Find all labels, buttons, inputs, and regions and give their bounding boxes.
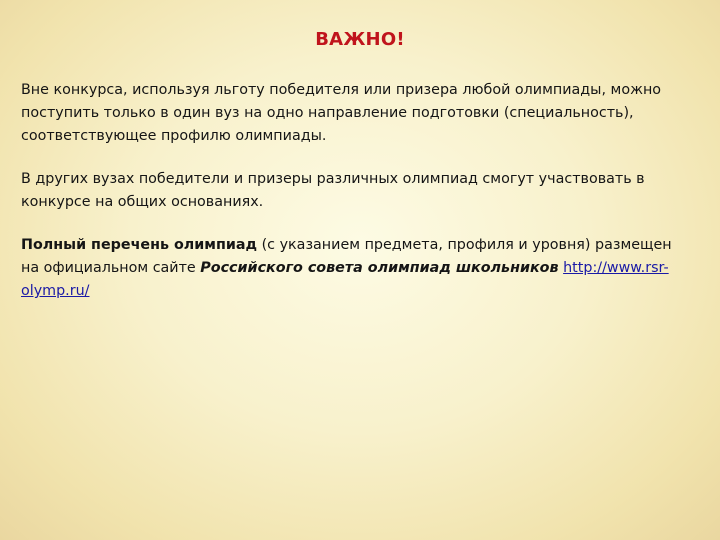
slide-body — [21, 79, 691, 323]
paragraph-other-universities: В других вузах победители и призеры различных олимпиад смогут участвовать в конкурсе на общих основаниях. — [21, 171, 645, 210]
paragraph-full-list — [21, 234, 691, 303]
full-list-bold-lead: Полный перечень олимпиад — [21, 237, 258, 253]
full-list-middle-text: (с указанием предмета, профиля и уровня) размещен на официальном сайте — [21, 237, 672, 276]
rsr-olymp-link[interactable]: http://www.rsr-olymp.ru/ — [21, 260, 669, 299]
slide-title: ВАЖНО! — [315, 29, 405, 50]
council-name: Российского совета олимпиад школьников — [200, 260, 559, 276]
paragraph-olympiad-benefit: Вне конкурса, используя льготу победителя или призера любой олимпиады, можно поступить только в один вуз на одно направление подготовки (специальность), соответствующее профилю олимпиады. — [21, 82, 662, 144]
